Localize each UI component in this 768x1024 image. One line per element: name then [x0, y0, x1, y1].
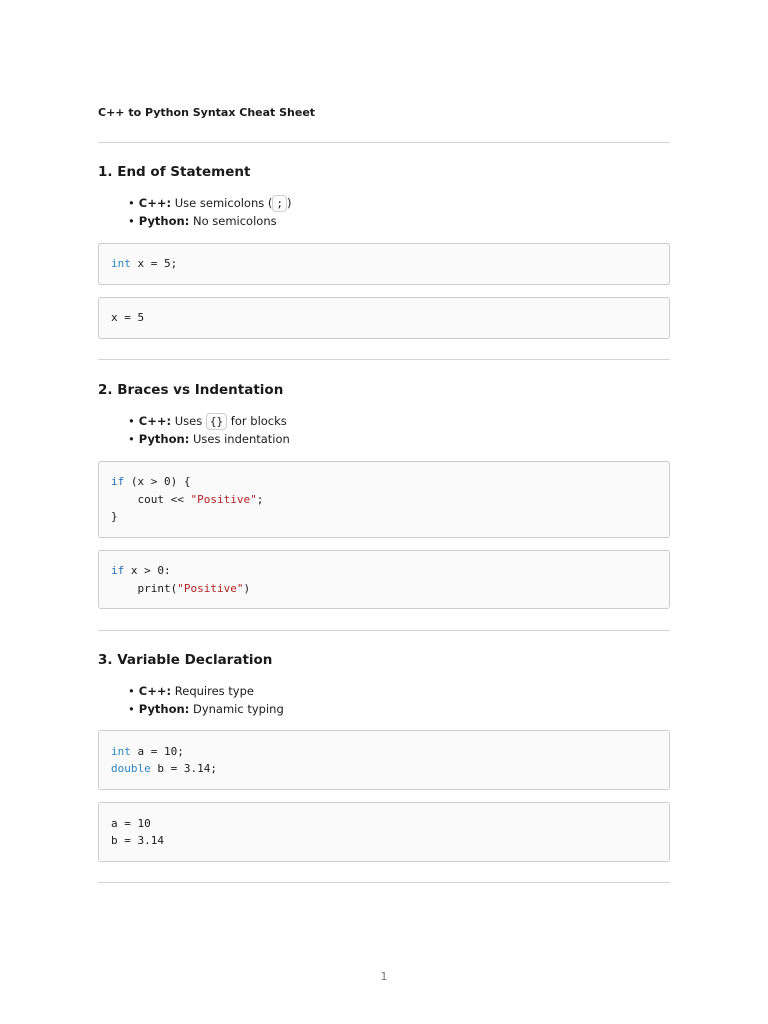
code-token: print(	[111, 581, 178, 595]
code-line	[111, 309, 657, 327]
section-end-of-statement	[98, 163, 670, 230]
bullet-text: Uses	[174, 414, 206, 428]
bullet-cpp	[128, 683, 670, 701]
bullet-text: Use semicolons (	[174, 196, 273, 210]
python-code-block	[98, 550, 670, 609]
code-token: "Positive"	[177, 581, 244, 595]
code-line	[111, 815, 657, 833]
section-title: 1. End of Statement	[98, 164, 251, 180]
code-token: b = 3.14;	[150, 762, 217, 775]
bullet-python	[128, 213, 670, 231]
bullet-text: Uses indentation	[192, 431, 290, 446]
bullet-cpp	[128, 413, 670, 431]
bullet-list	[98, 683, 670, 718]
code-line	[111, 473, 657, 491]
inline-code: ;	[272, 195, 287, 212]
code-line	[111, 255, 657, 273]
bullet-cpp	[128, 195, 670, 213]
divider	[98, 359, 670, 360]
code-token: }	[111, 510, 118, 524]
code-token: x > 0:	[124, 564, 171, 577]
python-code-block	[98, 297, 670, 339]
code-line	[111, 743, 657, 761]
code-token: "Positive"	[190, 492, 257, 506]
bullet-label: Python:	[138, 213, 190, 228]
code-token: double	[111, 762, 151, 775]
divider	[98, 882, 670, 883]
bullet-label: C++:	[138, 684, 172, 698]
code-line	[111, 580, 657, 598]
section-title: 2. Braces vs Indentation	[98, 382, 284, 398]
code-token: b = 3.14	[111, 834, 164, 847]
bullet-label: C++:	[138, 414, 172, 428]
section-title: 3. Variable Declaration	[98, 652, 273, 668]
bullet-text: Requires type	[174, 684, 254, 698]
code-token: a = 10;	[130, 744, 184, 758]
code-token: a = 10	[111, 816, 151, 830]
section-variable-declaration	[98, 651, 670, 718]
section-braces-vs-indentation	[98, 381, 670, 448]
document-title: C++ to Python Syntax Cheat Sheet	[98, 106, 316, 119]
cpp-code-block	[98, 461, 670, 538]
cpp-code-block	[98, 730, 670, 790]
bullet-text: Dynamic typing	[192, 701, 284, 716]
code-token: cout <<	[111, 492, 191, 506]
code-token: if	[111, 564, 125, 577]
divider	[98, 630, 670, 631]
code-token: x = 5	[111, 311, 145, 325]
python-code-block	[98, 802, 670, 862]
code-token: x = 5;	[130, 257, 178, 271]
code-line	[111, 832, 657, 850]
bullet-label: Python:	[138, 701, 190, 716]
code-line	[111, 491, 657, 509]
code-line	[111, 562, 657, 580]
cpp-code-block	[98, 243, 670, 285]
bullet-text: )	[287, 196, 292, 210]
bullet-list	[98, 195, 670, 230]
bullet-label: Python:	[138, 431, 190, 446]
inline-code: {}	[206, 413, 227, 430]
page-number: 1	[380, 970, 388, 983]
bullet-text: No semicolons	[192, 213, 277, 228]
divider	[98, 142, 670, 143]
bullet-python	[128, 431, 670, 449]
bullet-python	[128, 701, 670, 719]
code-token: int	[111, 257, 131, 271]
bullet-list	[98, 413, 670, 448]
code-token: int	[111, 744, 131, 758]
bullet-label: C++:	[138, 196, 172, 210]
code-line	[111, 508, 657, 526]
code-token: ;	[256, 492, 264, 506]
bullet-text: for blocks	[227, 414, 287, 428]
code-token: if	[111, 475, 125, 489]
code-token: )	[243, 581, 251, 595]
code-line	[111, 760, 657, 778]
code-token: (x > 0) {	[124, 475, 191, 489]
